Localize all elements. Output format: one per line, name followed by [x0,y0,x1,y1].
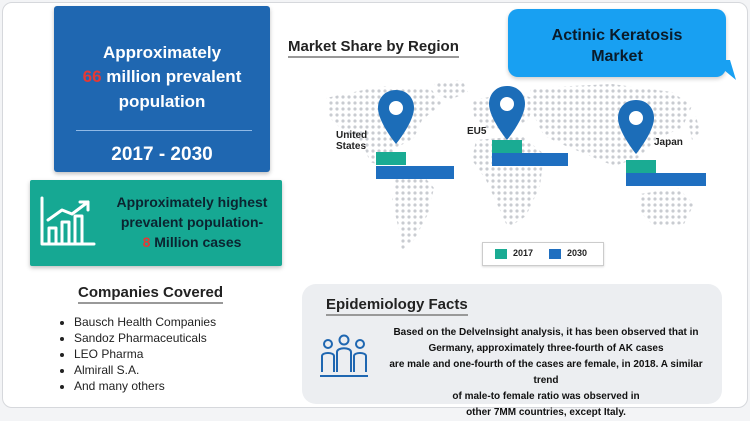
bar-us-2017 [376,152,406,165]
companies-title: Companies Covered [78,284,223,304]
people-group-icon [318,332,370,380]
company-item: • Sandoz Pharmaceuticals [74,330,216,346]
bubble-line2: Market [591,48,643,65]
chart-legend [482,242,604,266]
prevalence-number: 66 [82,67,102,86]
prevalence-line1: Approximately [102,43,222,62]
bar-eu5-2030 [492,153,568,166]
bar-eu5-2017 [492,140,522,153]
epidemiology-line: Germany, approximately three-fourth of AK cases [428,343,664,354]
market-title-bubble [508,9,726,77]
market-share-title: Market Share by Region [288,38,459,58]
highest-prevalence-card [30,180,282,266]
bar-japan-2017 [626,160,656,173]
company-item: • Bausch Health Companies [74,314,216,330]
prevalence-divider [76,130,252,131]
bubble-line1: Actinic Keratosis [551,27,683,44]
epidemiology-line: other 7MM countries, except Italy. [466,407,626,418]
bar-us-2030 [376,166,454,179]
map-pin-icon [487,84,527,142]
prevalence-line3: population [118,92,206,111]
highest-text [102,192,282,252]
bar-japan-2030 [626,173,706,186]
legend-swatch-2030 [549,249,561,259]
epidemiology-line: Based on the DelveInsight analysis, it has been observed that in [393,327,699,338]
legend-label-2017: 2017 [513,248,534,258]
growth-chart-icon [36,194,98,250]
companies-list [56,314,216,394]
region-label-us [336,130,367,152]
prevalence-card [54,6,270,172]
company-item: • And many others [74,378,216,394]
highest-line3-rest: Million cases [150,234,242,250]
prevalence-line2 [54,67,270,87]
highest-number: 8 [142,234,151,250]
epidemiology-line: are male and one-fourth of the cases are female, in 2018. A similar trend [389,359,703,386]
bubble-text [508,25,726,67]
highest-line1: Approximately highest [116,194,268,210]
company-item: • Almirall S.A. [74,362,216,378]
region-label-eu5: EU5 [467,126,487,137]
region-label-us-line2: States [336,141,367,152]
epidemiology-line: of male-to female ratio was observed in [452,391,640,402]
prevalence-line2-rest: million prevalent [101,67,242,86]
legend-label-2030: 2030 [567,248,588,258]
epidemiology-title: Epidemiology Facts [326,296,468,316]
map-pin-icon [616,98,656,156]
prevalence-years: 2017 - 2030 [111,144,213,165]
company-item: • LEO Pharma [74,346,216,362]
region-label-japan: Japan [654,137,683,148]
highest-line3 [102,232,282,252]
highest-line2: prevalent population- [120,214,264,230]
epidemiology-text [376,325,716,421]
region-label-us-line1: United [336,130,368,141]
map-pin-icon [376,88,416,146]
legend-swatch-2017 [495,249,507,259]
